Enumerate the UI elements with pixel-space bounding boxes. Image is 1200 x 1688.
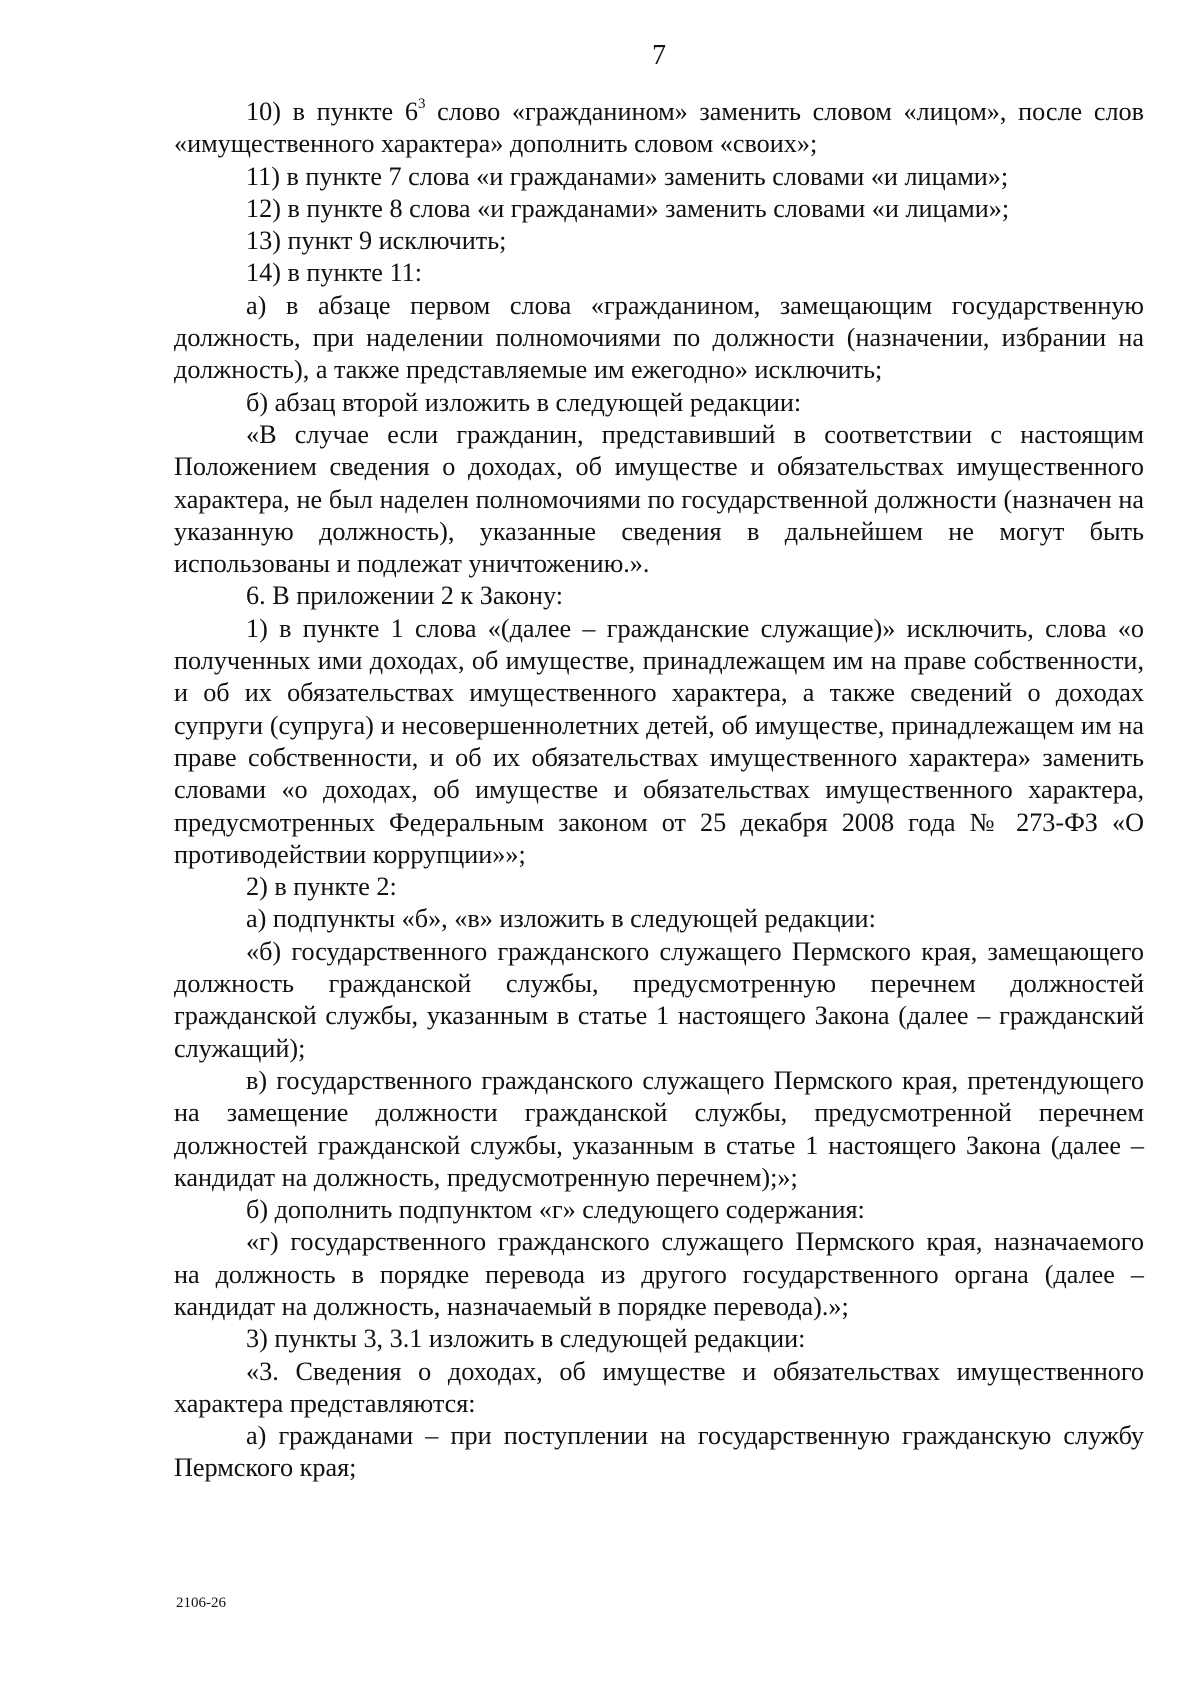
paragraph-12: 12) в пункте 8 слова «и гражданами» заменить словами «и лицами»; — [246, 193, 1010, 223]
point-3: «3. Сведения о доходах, об имуществе и обязательствах имущественного характера представляются: — [174, 1356, 1144, 1418]
document-body — [174, 96, 1144, 1485]
paragraph-10 — [174, 96, 1144, 161]
paragraph-13: 13) пункт 9 исключить; — [246, 226, 507, 256]
paragraph-6-2: 2) в пункте 2: — [246, 872, 397, 902]
subpoint-g: «г) государственного гражданского служащего Пермского края, назначаемого на должность в порядке перевода из другого государственного органа (далее – кандидат на должность, назначаемый в порядке перевода).»; — [174, 1227, 1144, 1321]
paragraph-14: 14) в пункте 11: — [246, 258, 422, 288]
paragraph-text: слово «гражданином» заменить словом «лицом», после слов «имущественного характера» дополнить словом «своих»; — [174, 97, 1144, 159]
paragraph-14a: а) в абзаце первом слова «гражданином, замещающим государственную должность, при наделении полномочиями по должности (назначении, избрании на должность), а также представляемые им ежегодно» исключить; — [174, 290, 1144, 385]
paragraph-text: 10) в пункте 6 — [246, 97, 418, 126]
subpoint-v: в) государственного гражданского служащего Пермского края, претендующего на замещение должности гражданской службы, предусмотренной перечнем должностей гражданской службы, указанным в статье 1 настоящего Закона (далее – кандидат на должность, предусмотренную перечнем);»; — [174, 1065, 1144, 1192]
paragraph-6-2a: а) подпункты «б», «в» изложить в следующей редакции: — [246, 904, 876, 934]
section-6-heading: 6. В приложении 2 к Закону: — [246, 581, 563, 611]
paragraph-6-2b: б) дополнить подпунктом «г» следующего содержания: — [246, 1195, 865, 1225]
superscript: 3 — [417, 96, 426, 112]
paragraph-14b: б) абзац второй изложить в следующей редакции: — [246, 387, 802, 417]
document-code: 2106-26 — [176, 1595, 226, 1611]
quoted-paragraph: «В случае если гражданин, представивший в соответствии с настоящим Положением сведения о доходах, об имуществе и обязательствах имущественного характера, не был наделен полномочиями по государственной должности (назначен на указанную должность), указанные сведения в дальнейшем не могут быть использованы и подлежат уничтожению.». — [174, 419, 1144, 579]
paragraph-11: 11) в пункте 7 слова «и гражданами» заменить словами «и лицами»; — [246, 161, 1009, 191]
subpoint-b: «б) государственного гражданского служащего Пермского края, замещающего должность гражданской службы, предусмотренную перечнем должностей гражданской службы, указанным в статье 1 настоящего Закона (далее – гражданский служащий); — [174, 936, 1144, 1063]
paragraph-6-3: 3) пункты 3, 3.1 изложить в следующей редакции: — [246, 1324, 806, 1354]
page-number: 7 — [652, 40, 666, 71]
paragraph-6-1: 1) в пункте 1 слова «(далее – гражданские служащие)» исключить, слова «о полученных ими доходах, об имуществе, принадлежащем им на праве собственности, и об их обязательствах имущественного характера, а также сведений о доходах супруги (супруга) и несовершеннолетних детей, об имуществе, принадлежащем им на праве собственности, и об их обязательствах имущественного характера» заменить словами «о доходах, об имуществе и обязательствах имущественного характера, предусмотренных Федеральным законом от 25 декабря 2008 года № 273-ФЗ «О противодействии коррупции»»; — [174, 613, 1144, 869]
point-3a: а) гражданами – при поступлении на государственную гражданскую службу Пермского края; — [174, 1421, 1144, 1483]
